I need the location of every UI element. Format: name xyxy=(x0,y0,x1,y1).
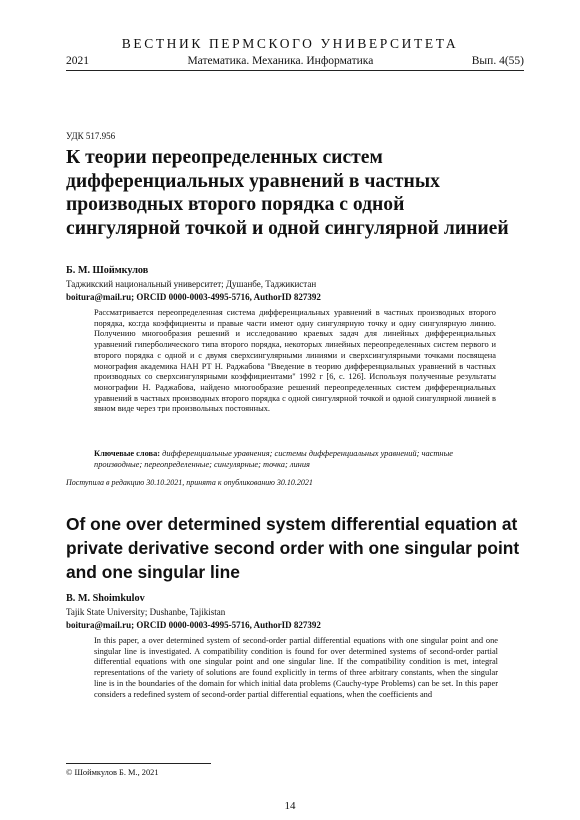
author-en: B. M. Shoimkulov xyxy=(66,593,145,604)
page-number: 14 xyxy=(284,800,296,812)
header-year: 2021 xyxy=(66,55,89,67)
contact-en: boitura@mail.ru; ORCID 0000-0003-4995-5716, AuthorID 827392 xyxy=(66,620,321,630)
running-header xyxy=(66,55,524,67)
header-issue: Вып. 4(55) xyxy=(471,55,524,67)
affiliation-en: Tajik State University; Dushanbe, Tajikistan xyxy=(66,607,226,617)
contact-ru: boitura@mail.ru; ORCID 0000-0003-4995-5716, AuthorID 827392 xyxy=(66,292,321,302)
received-date: Поступила в редакцию 30.10.2021, принята к опубликованию 30.10.2021 xyxy=(66,478,313,487)
keywords-label: Ключевые слова: xyxy=(94,449,161,458)
abstract-ru: Рассматривается переопределенная система дифференциальных уравнений в частных производных второго порядка, ко:гда коэффициенты и правые части имеют одну сингулярную точку и одну сингулярную линию. Получению многообразия решений и исследованию краевых задач для линейных дифференциальных уравнений гиперболического типа второго порядка, некоторых линейных переопределенных систем первого и второго порядка с одной и с двумя сверхсингулярными линиями и сверхсингулярными точками посвящена монография академика НАН РТ Н. Раджабова "Введение в теорию дифференциальных уравнений в частных производных со сверхсингулярными коэффициентами" 1992 г [6, с. 126]. Используя полученные результаты монографии Н. Раджабова, найдено многообразие решений переопределенных систем дифференциальных уравнений в частных производных второго порядка с одной сингулярной точкой и одной сингулярной линией в явном виде через три произвольных постоянных. xyxy=(94,308,496,414)
author-ru: Б. М. Шоймкулов xyxy=(66,265,149,276)
journal-title: ВЕСТНИК ПЕРМСКОГО УНИВЕРСИТЕТА xyxy=(121,36,459,51)
copyright-note: © Шоймкулов Б. М., 2021 xyxy=(66,768,159,777)
article-title-en: Of one over determined system differential equation at private derivative second order with one singular point and one singular line xyxy=(66,514,520,582)
header-section: Математика. Механика. Информатика xyxy=(187,55,374,67)
footnote-divider xyxy=(66,763,211,764)
header-divider xyxy=(66,70,524,71)
abstract-en: In this paper, a over determined system of second-order partial differential equations with one singular point and one singular line is investigated. A compatibility condition is found for over determined systems of second-order partial differential equations with one singular point and one singular line. If the compatibility condition is met, integral representations of the variety of solutions are found explicitly in terms of three arbitrary constants, when the singular line is in the boundaries of the domain for which initial data problems (Cauchy-type Problems) can be set. In this paper considers a redefined system of second-order partial differential equations, when the coefficients and xyxy=(94,636,498,699)
keywords-text: дифференциальные уравнения; системы дифференциальных уравнений; частные производные; переопределенные; сингулярные; точка; линия xyxy=(94,449,453,469)
udk-code: УДК 517.956 xyxy=(66,131,116,141)
affiliation-ru: Таджикский национальный университет; Душанбе, Таджикистан xyxy=(66,279,317,289)
keywords-ru xyxy=(94,449,496,470)
article-title-ru: К теории переопределенных систем дифференциальных уравнений в частных производных второго порядка с одной сингулярной точкой и одной сингулярной линией xyxy=(66,147,509,239)
